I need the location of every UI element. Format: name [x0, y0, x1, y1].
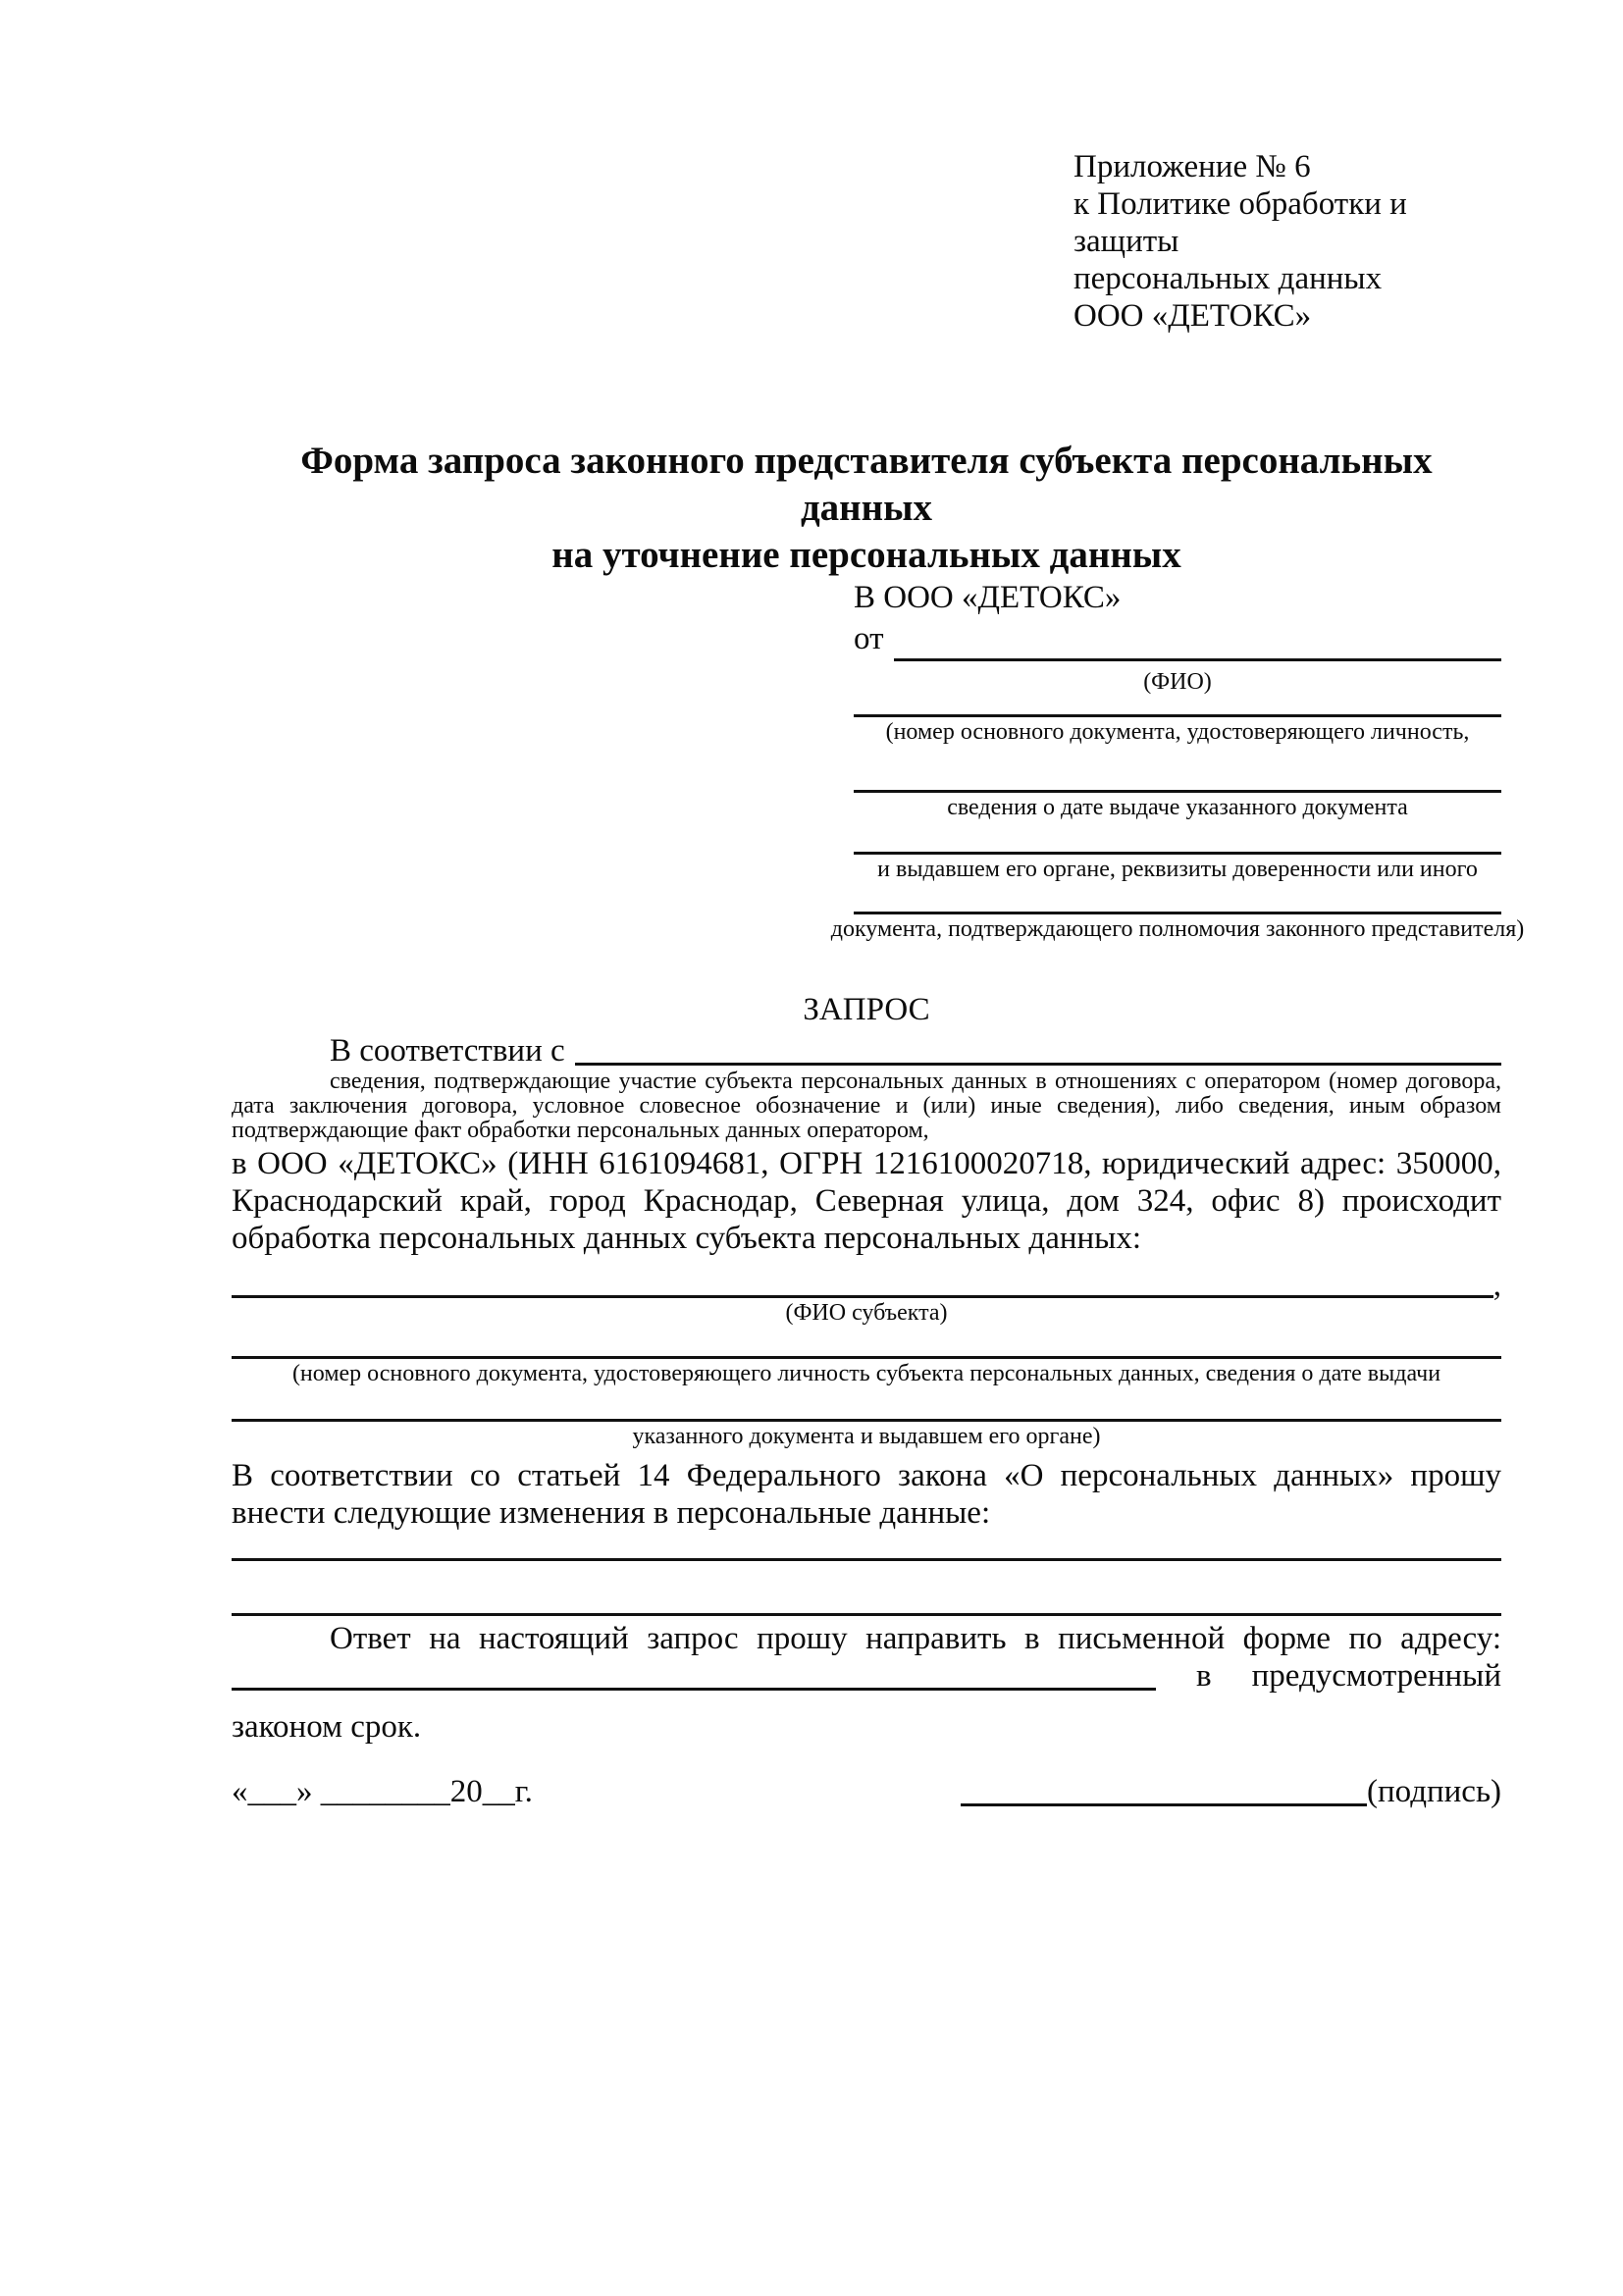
subject-fio-row — [232, 1268, 1501, 1303]
subject-doc-caption-1: (номер основного документа, удостоверяющего личность субъекта персональных данных, сведения о дате выдачи — [291, 1361, 1441, 1386]
answer-paragraph-line-3: законом срок. — [232, 1709, 422, 1745]
field-caption-1: (номер основного документа, удостоверяющего личность, — [885, 719, 1470, 745]
date-blank: «___» ________20__г. — [232, 1774, 533, 1809]
form-title — [232, 438, 1501, 579]
addressee-block — [830, 579, 1525, 944]
subject-doc-field-1 — [232, 1356, 1501, 1388]
appendix-header-line-3: персональных данных — [1073, 261, 1383, 296]
subject-fio-blank-line — [232, 1278, 1493, 1298]
intro-row — [232, 1032, 1501, 1070]
representative-doc-field-1 — [854, 714, 1501, 747]
changes-blank-line-2 — [232, 1613, 1501, 1616]
answer-word-2: предусмотренный — [1251, 1658, 1501, 1694]
request-heading: ЗАПРОС — [803, 992, 930, 1027]
field-caption-2: сведения о дате выдаче указанного документа — [947, 795, 1408, 820]
answer-address-row — [232, 1657, 1501, 1695]
signature-blank-line — [961, 1773, 1367, 1806]
fio-caption: (ФИО) — [1143, 669, 1212, 695]
footnote-text: сведения, подтверждающие участие субъекта персональных данных в отношениях с оператором (номер договора, дата заключения договора, условное словесное обозначение и (или) иные сведения), либо сведения, иным образом подтверждающие факт обработки персональных данных оператором, — [232, 1069, 1501, 1143]
representative-doc-field-4 — [830, 912, 1525, 944]
signature-group — [961, 1773, 1501, 1810]
changes-blank-line-1 — [232, 1558, 1501, 1561]
from-row — [854, 616, 1501, 661]
representative-doc-field-3 — [854, 852, 1501, 884]
form-title-line-1: Форма запроса законного представителя субъекта персональных данных — [300, 440, 1433, 529]
signature-caption: (подпись) — [1367, 1774, 1501, 1809]
subject-fio-caption-wrap — [232, 1298, 1501, 1328]
field-caption-3: и выдавшем его органе, реквизиты доверенности или иного — [877, 857, 1478, 882]
intro-text: В соответствии с — [330, 1033, 565, 1069]
subject-fio-caption: (ФИО субъекта) — [785, 1300, 948, 1326]
field-caption-4: документа, подтверждающего полномочия законного представителя) — [830, 916, 1525, 942]
addressee-to: В ООО «ДЕТОКС» — [854, 580, 1122, 615]
intro-blank-line — [575, 1032, 1501, 1066]
answer-paragraph-line-1: Ответ на настоящий запрос прошу направить в письменной форме по адресу: — [330, 1621, 1501, 1656]
trailing-comma: , — [1492, 1268, 1501, 1303]
appendix-header-line-1: Приложение № 6 — [1073, 149, 1311, 184]
operator-paragraph: в ООО «ДЕТОКС» (ИНН 6161094681, ОГРН 1216100020718, юридический адрес: 350000, Краснодарский край, город Краснодар, Северная улица, дом 324, офис 8) происходит обработка персональных данных субъекта персональных данных: — [232, 1146, 1501, 1256]
appendix-header — [1073, 148, 1501, 335]
fio-caption-wrap — [854, 667, 1501, 697]
signature-row — [232, 1773, 1501, 1810]
address-blank-line — [232, 1657, 1156, 1691]
subject-doc-caption-2: указанного документа и выдавшем его органе) — [632, 1424, 1101, 1449]
law-paragraph: В соответствии со статьей 14 Федерального закона «О персональных данных» прошу внести следующие изменения в персональные данные: — [232, 1458, 1501, 1531]
answer-word-1: в — [1196, 1658, 1212, 1694]
appendix-header-line-2: к Политике обработки и защиты — [1073, 186, 1407, 259]
appendix-header-line-4: ООО «ДЕТОКС» — [1073, 298, 1312, 334]
from-label: от — [854, 621, 884, 656]
representative-doc-field-2 — [854, 790, 1501, 822]
form-title-line-2: на уточнение персональных данных — [551, 534, 1181, 576]
from-blank-line — [894, 616, 1502, 661]
subject-doc-field-2 — [232, 1419, 1501, 1451]
